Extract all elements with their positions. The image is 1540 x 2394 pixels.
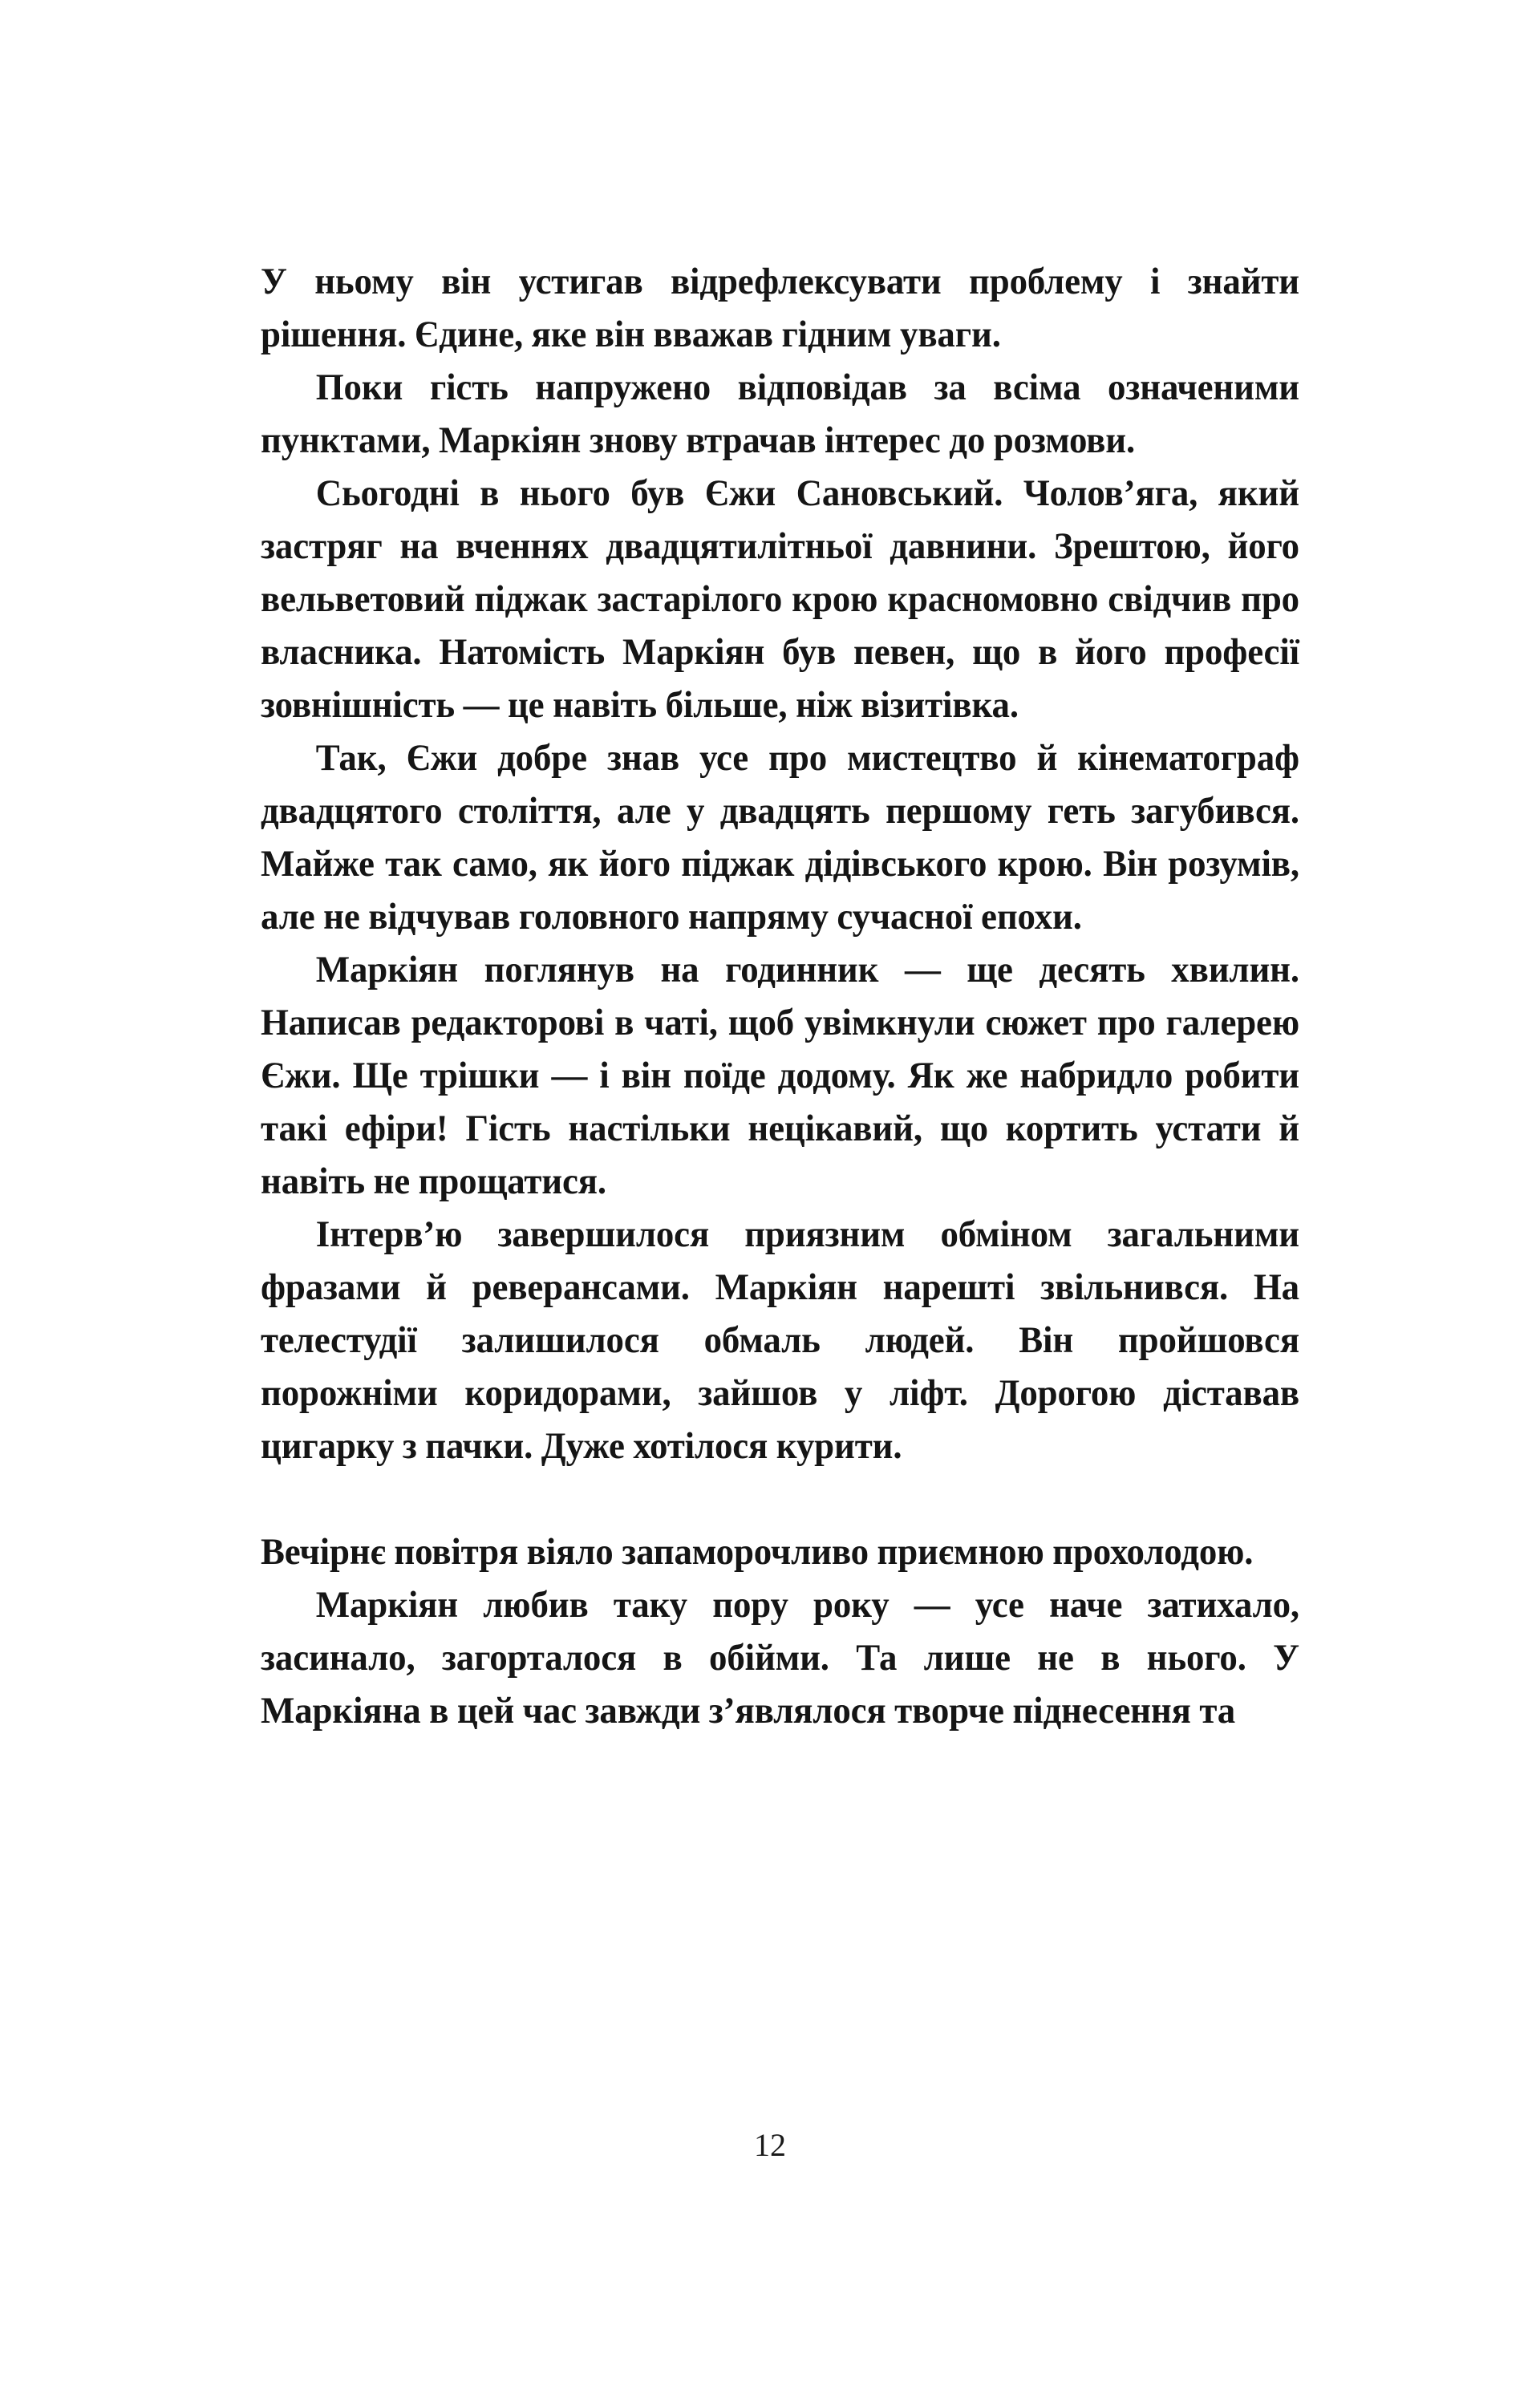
paragraph: Вечірнє повітря віяло запаморочливо приємною прохолодою. — [261, 1531, 1254, 1573]
scene-break — [261, 1472, 1348, 1525]
body-text-block — [261, 255, 1348, 1737]
paragraph: Поки гість напружено відповідав за всіма означеними пунктами, Маркіян знову втрачав інтерес до розмови. — [261, 367, 1299, 461]
paragraph: Інтерв’ю завершилося приязним обміном загальними фразами й реверансами. Маркіян нарешті звільнився. На телестудії залишилося обмаль людей. Він пройшовся порожніми коридорами, зайшов у ліфт. Дорогою діставав цигарку з пачки. Дуже хотілося курити. — [261, 1213, 1299, 1467]
paragraph: Маркіян любив таку пору року — усе наче затихало, засинало, загорталося в обійми. Та лише не в нього. У Маркіяна в цей час завжди з’являлося творче піднесення та — [261, 1584, 1299, 1732]
paragraph: Маркіян поглянув на годинник — ще десять хвилин. Написав редакторові в чаті, щоб увімкнули сюжет про галерею Єжи. Ще трішки — і він поїде додому. Як же набридло робити такі ефіри! Гість настільки нецікавий, що кортить устати й навіть не прощатися. — [261, 949, 1299, 1202]
paragraph: У ньому він устигав відрефлексувати проблему і знайти рішення. Єдине, яке він вважав гідним уваги. — [261, 261, 1299, 355]
page-number: 12 — [754, 2127, 786, 2163]
paragraph: Так, Єжи добре знав усе про мистецтво й кінематограф двадцятого століття, але у двадцять першому геть загубився. Майже так само, як його піджак дідівського крою. Він розумів, але не відчував головного напряму сучасної епохи. — [261, 737, 1299, 938]
paragraph: Сьогодні в нього був Єжи Сановський. Чолов’яга, який застряг на вченнях двадцятилітньої давнини. Зрештою, його вельветовий піджак застарілого крою красномовно свідчив про власника. Натомість Маркіян був певен, що в його професії зовнішність — це навіть більше, ніж візитівка. — [261, 472, 1299, 726]
